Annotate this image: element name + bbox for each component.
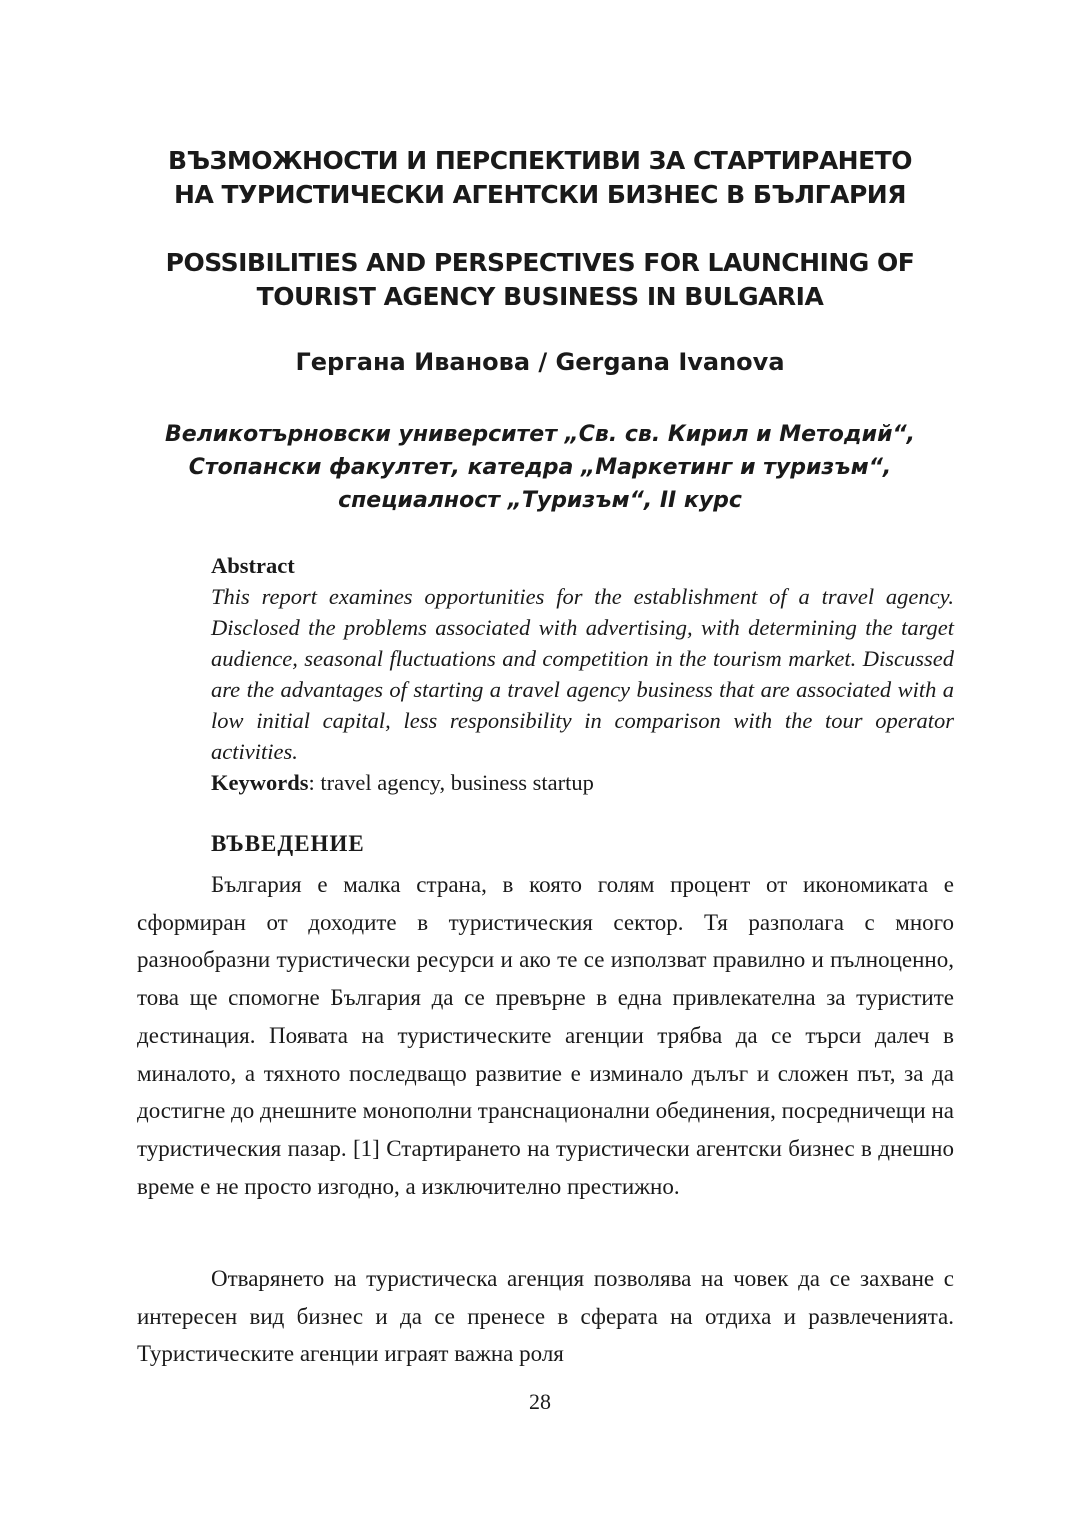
keywords — [211, 767, 954, 798]
keywords-label: Keywords — [211, 770, 309, 795]
affiliation-line-2: Стопански факултет, катедра „Маркетинг и туризъм“, — [188, 455, 892, 480]
abstract-text: This report examines opportunities for the establishment of a travel agency. Disclosed the problems associated with advertising, with determining the target audience, seasonal fluctuations and competition in the tourism market. Discussed are the advantages of starting a travel agency business that are associated with a low initial capital, less responsibility in comparison with the tour operator activities. — [211, 584, 954, 764]
title-english-line-1: POSSIBILITIES AND PERSPECTIVES FOR LAUNCHING OF — [165, 248, 915, 277]
title-english — [100, 246, 980, 314]
title-english-line-2: TOURIST AGENCY BUSINESS IN BULGARIA — [256, 282, 824, 311]
abstract-section — [211, 550, 954, 798]
author-affiliation — [100, 418, 980, 517]
title-bulgarian-line-2: НА ТУРИСТИЧЕСКИ АГЕНТСКИ БИЗНЕС В БЪЛГАРИЯ — [174, 180, 906, 209]
introduction-paragraph-1 — [137, 866, 954, 1205]
affiliation-line-1: Великотърновски университет „Св. св. Кирил и Методий“, — [164, 422, 916, 447]
page-number: 28 — [529, 1389, 551, 1414]
affiliation-line-3: специалност „Туризъм“, II курс — [338, 488, 742, 513]
abstract-heading: Abstract — [211, 553, 295, 578]
author-name: Гергана Иванова / Gergana Ivanova — [295, 348, 785, 376]
introduction-heading: ВЪВЕДЕНИЕ — [211, 831, 365, 856]
paragraph-text: България е малка страна, в която голям процент от икономиката е сформиран от доходите в туристическия сектор. Тя разполага с много разнообразни туристически ресурси и ако те се използват правилно и пълноценно, това ще спомогне България да се превърне в една привлекателна за туристите дестинация. Появата на туристическите агенции трябва да се търси далеч в миналото, а тяхното последващо развитие е изминало дълъг и сложен път, за да достигне до днешните монополни транснационални обединения, посредничещи на туристическия пазар. [1] Стартирането на туристически агентски бизнес в днешно време е не просто изгодно, а изключително престижно. — [137, 872, 954, 1199]
title-bulgarian — [100, 144, 980, 212]
introduction-paragraph-2 — [137, 1260, 954, 1373]
paragraph-text: Отварянето на туристическа агенция позволява на човек да се захване с интересен вид бизнес и да се пренесе в сферата на отдиха и развлеченията. Туристическите агенции играят важна роля — [137, 1266, 954, 1367]
keywords-text: : travel agency, business startup — [308, 770, 594, 795]
title-bulgarian-line-1: ВЪЗМОЖНОСТИ И ПЕРСПЕКТИВИ ЗА СТАРТИРАНЕТО — [168, 146, 912, 175]
